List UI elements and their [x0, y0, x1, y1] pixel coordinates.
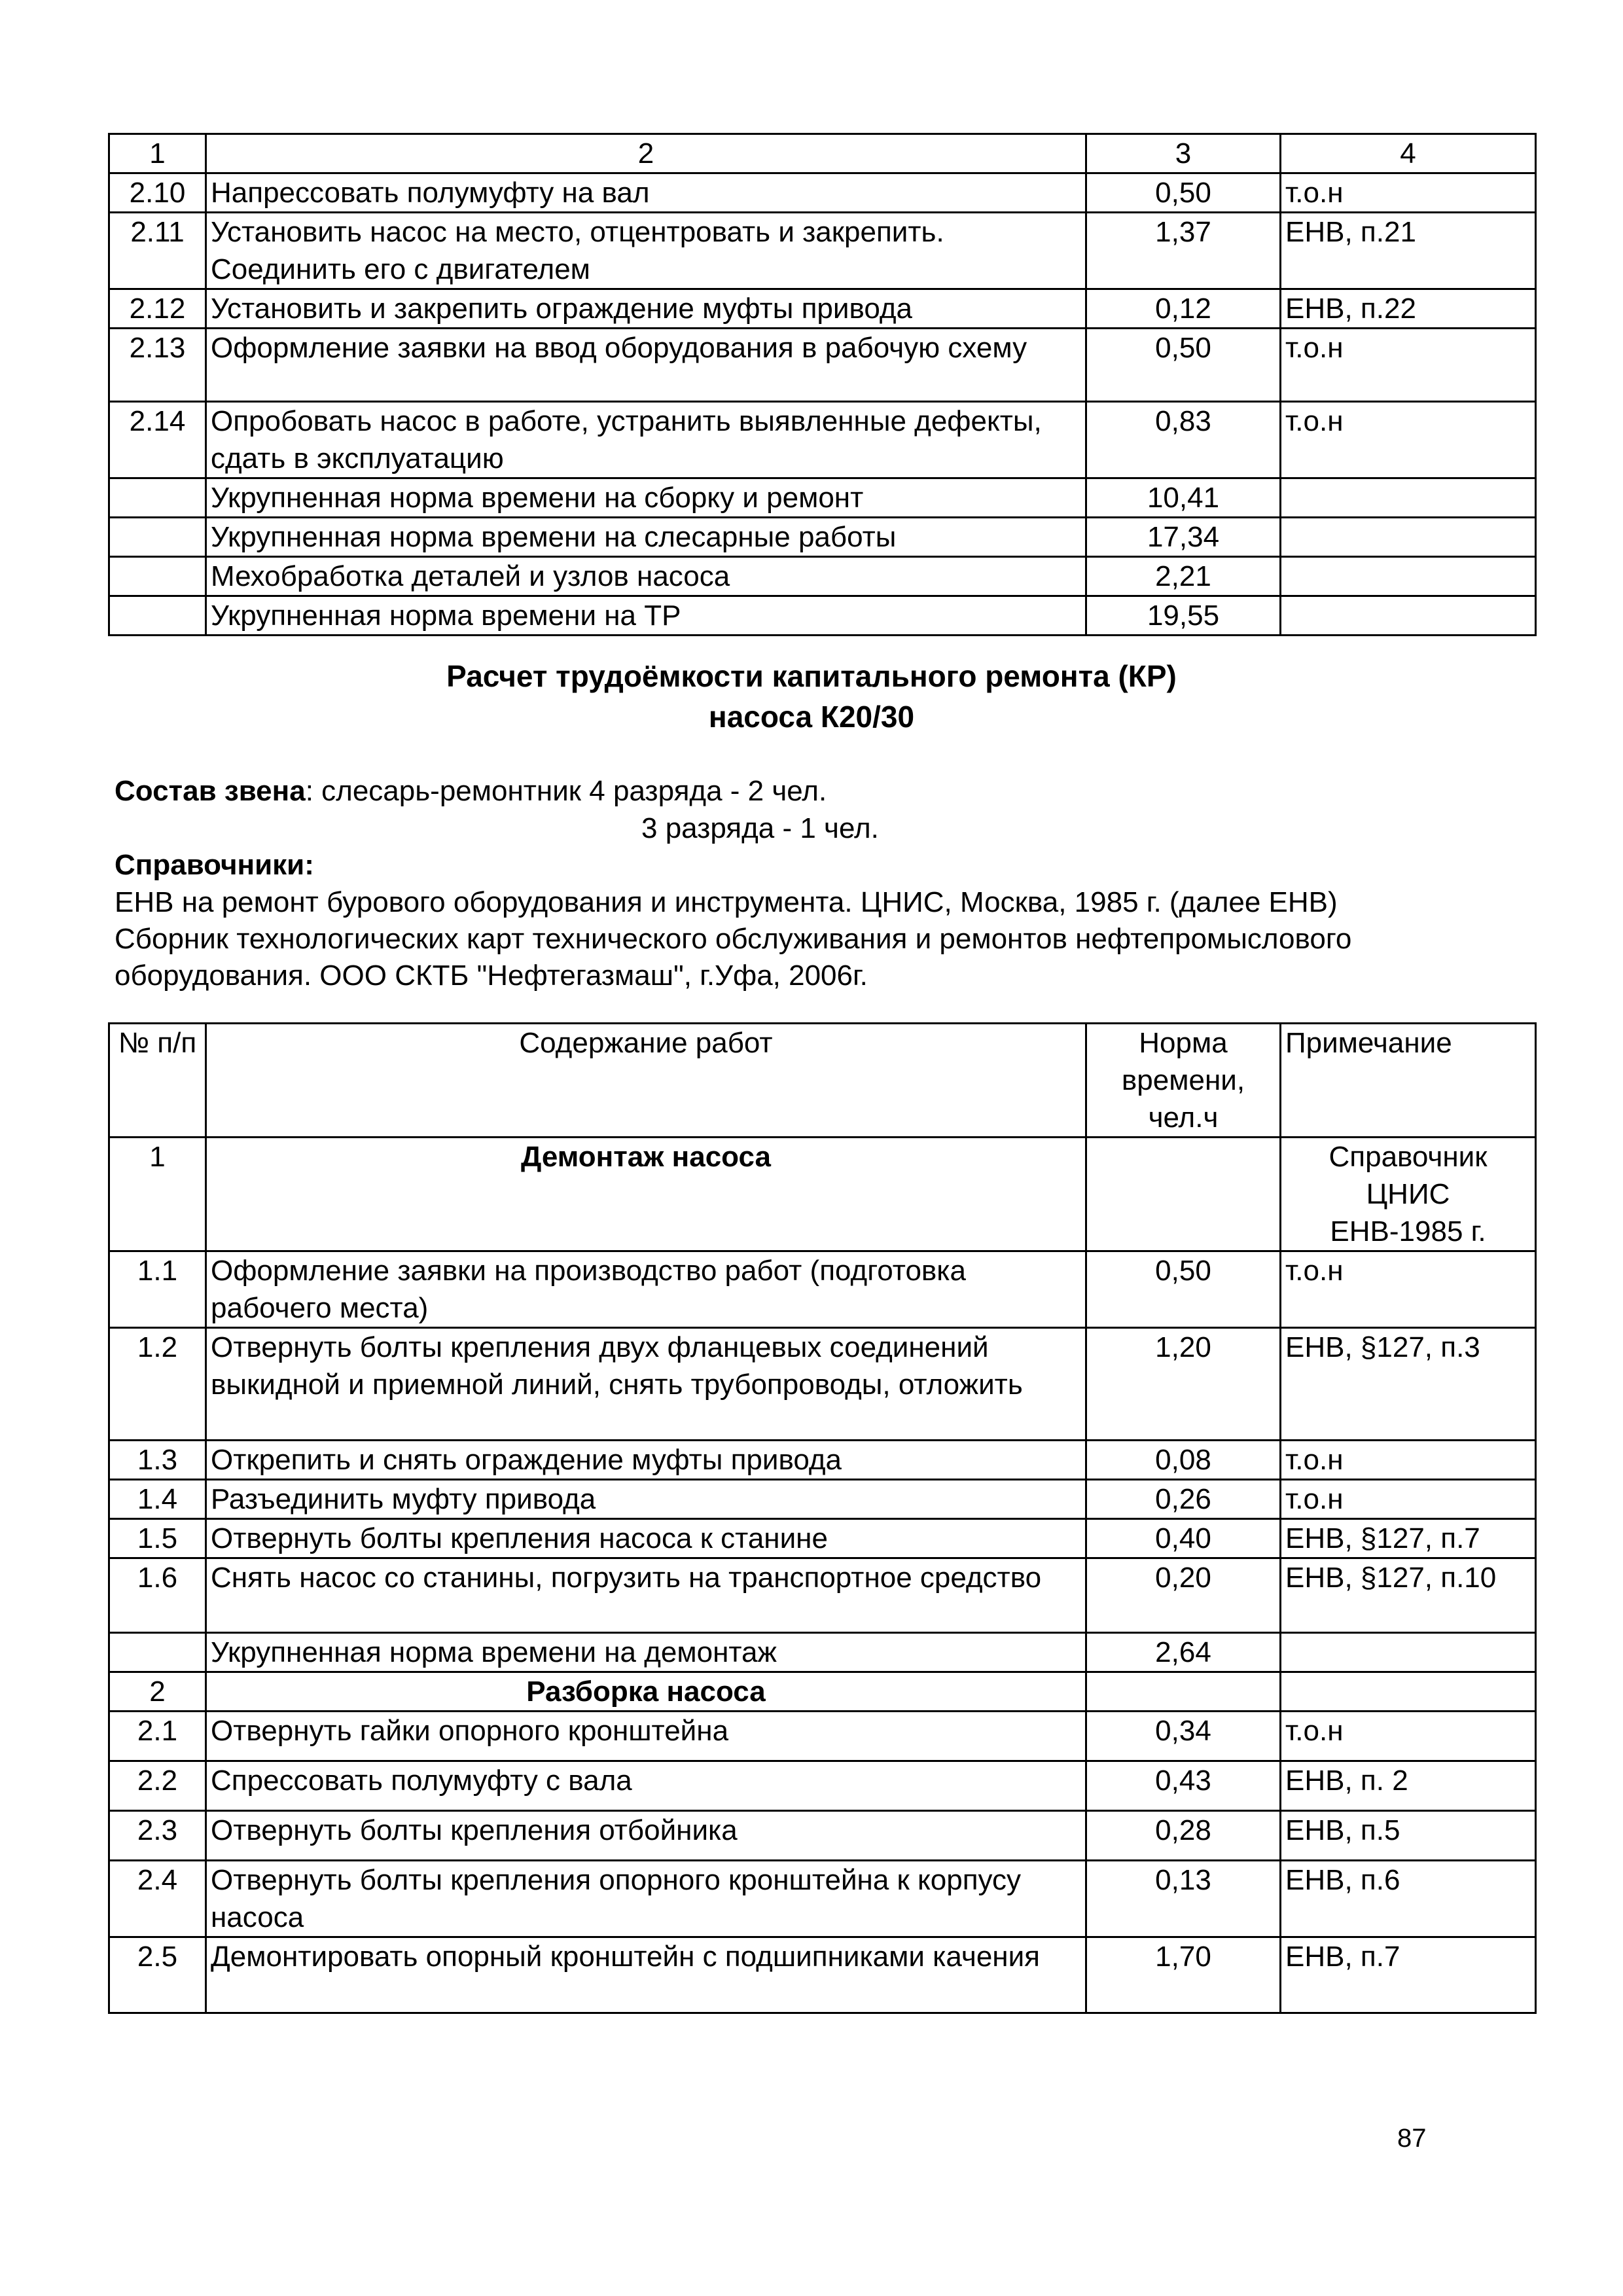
reference-note — [1281, 1138, 1536, 1251]
row-number: 1.3 — [109, 1441, 206, 1480]
row-norm: 0,43 — [1086, 1761, 1281, 1811]
table-row — [109, 1633, 1536, 1672]
main-table — [108, 1022, 1537, 2014]
row-note: ЕНВ, п.6 — [1281, 1861, 1536, 1937]
row-norm: 0,50 — [1086, 1251, 1281, 1328]
row-norm: 17,34 — [1086, 518, 1281, 557]
row-note — [1281, 557, 1536, 596]
row-text: Установить насос на место, отцентровать и закрепить. Соединить его с двигателем — [206, 213, 1086, 289]
row-number: 1.5 — [109, 1519, 206, 1558]
row-number: 1.1 — [109, 1251, 206, 1328]
norm-header-line: Норма — [1139, 1027, 1228, 1059]
norm-header-line: чел.ч — [1148, 1102, 1219, 1134]
table-row — [109, 1761, 1536, 1811]
crew-text: : слесарь-ремонтник 4 разряда - 2 чел. — [305, 775, 827, 807]
row-note: т.о.н — [1281, 1441, 1536, 1480]
row-note: ЕНВ, §127, п.7 — [1281, 1519, 1536, 1558]
row-number: 1.4 — [109, 1480, 206, 1519]
table-header-row — [109, 134, 1536, 173]
row-norm: 0,13 — [1086, 1861, 1281, 1937]
col-header: 1 — [109, 134, 206, 173]
row-number — [109, 596, 206, 636]
row-note: ЕНВ, п.5 — [1281, 1811, 1536, 1861]
row-text: Оформление заявки на производство работ (подготовка рабочего места) — [206, 1251, 1086, 1328]
table-row — [109, 289, 1536, 329]
row-text: Мехобработка деталей и узлов насоса — [206, 557, 1086, 596]
row-number: 2.12 — [109, 289, 206, 329]
row-number: 2.10 — [109, 173, 206, 213]
row-norm: 0,08 — [1086, 1441, 1281, 1480]
row-text: Опробовать насос в работе, устранить выявленные дефекты, сдать в эксплуатацию — [206, 402, 1086, 478]
row-norm: 2,21 — [1086, 557, 1281, 596]
row-text: Укрупненная норма времени на слесарные работы — [206, 518, 1086, 557]
empty-cell — [1086, 1138, 1281, 1251]
row-note: ЕНВ, §127, п.10 — [1281, 1558, 1536, 1633]
row-text: Разъединить муфту привода — [206, 1480, 1086, 1519]
table-row — [109, 1328, 1536, 1441]
row-note — [1281, 478, 1536, 518]
table-row — [109, 213, 1536, 289]
table-row — [109, 402, 1536, 478]
row-norm: 10,41 — [1086, 478, 1281, 518]
table-row — [109, 173, 1536, 213]
row-note: ЕНВ, §127, п.3 — [1281, 1328, 1536, 1441]
row-text: Укрупненная норма времени на демонтаж — [206, 1633, 1086, 1672]
section-number: 1 — [109, 1138, 206, 1251]
section-title: Демонтаж насоса — [206, 1138, 1086, 1251]
row-note — [1281, 1633, 1536, 1672]
row-number: 2.13 — [109, 329, 206, 402]
row-note: т.о.н — [1281, 1712, 1536, 1761]
col-header-note: Примечание — [1281, 1024, 1536, 1138]
row-norm: 0,34 — [1086, 1712, 1281, 1761]
row-norm: 0,50 — [1086, 329, 1281, 402]
empty-cell — [1281, 1672, 1536, 1712]
table-row — [109, 478, 1536, 518]
row-text: Спрессовать полумуфту с вала — [206, 1761, 1086, 1811]
norm-header-line: времени, — [1121, 1064, 1245, 1096]
row-norm: 0,12 — [1086, 289, 1281, 329]
row-number: 2.14 — [109, 402, 206, 478]
row-number: 2.3 — [109, 1811, 206, 1861]
page-number: 87 — [1397, 2124, 1427, 2153]
table-row — [109, 1558, 1536, 1633]
row-number: 2.5 — [109, 1937, 206, 2013]
row-norm: 2,64 — [1086, 1633, 1281, 1672]
row-norm: 0,28 — [1086, 1811, 1281, 1861]
row-note — [1281, 596, 1536, 636]
table-row — [109, 557, 1536, 596]
row-text: Установить и закрепить ограждение муфты привода — [206, 289, 1086, 329]
row-text: Демонтировать опорный кронштейн с подшипниками качения — [206, 1937, 1086, 2013]
col-header: 2 — [206, 134, 1086, 173]
row-text: Отвернуть болты крепления двух фланцевых соединений выкидной и приемной линий, снять трубопроводы, отложить — [206, 1328, 1086, 1441]
table-row — [109, 1480, 1536, 1519]
row-text: Отвернуть болты крепления опорного кронштейна к корпусу насоса — [206, 1861, 1086, 1937]
table-row — [109, 518, 1536, 557]
row-norm: 1,37 — [1086, 213, 1281, 289]
reference-line-1: ЕНВ на ремонт бурового оборудования и инструмента. ЦНИС, Москва, 1985 г. (далее ЕНВ) — [115, 886, 1338, 918]
row-number — [109, 1633, 206, 1672]
row-number: 1.6 — [109, 1558, 206, 1633]
crew-line-2: 3 разряда - 1 чел. — [641, 812, 879, 844]
table-row — [109, 1712, 1536, 1761]
col-header-text: Содержание работ — [206, 1024, 1086, 1138]
table-header-row — [109, 1024, 1536, 1138]
row-note: т.о.н — [1281, 173, 1536, 213]
row-note — [1281, 518, 1536, 557]
crew-label: Состав звена — [115, 775, 306, 807]
reference-note-line: Справочник — [1329, 1141, 1488, 1173]
row-note: т.о.н — [1281, 1251, 1536, 1328]
row-number — [109, 518, 206, 557]
reference-line-3: оборудования. ООО СКТБ "Нефтегазмаш", г.Уфа, 2006г. — [115, 960, 868, 992]
row-note: т.о.н — [1281, 1480, 1536, 1519]
row-norm: 0,83 — [1086, 402, 1281, 478]
section-row — [109, 1138, 1536, 1251]
section-title-line-1: Расчет трудоёмкости капитального ремонта (КР) — [446, 659, 1177, 693]
row-text: Напрессовать полумуфту на вал — [206, 173, 1086, 213]
col-header: 3 — [1086, 134, 1281, 173]
row-number — [109, 478, 206, 518]
row-number: 2.4 — [109, 1861, 206, 1937]
row-note: ЕНВ, п.7 — [1281, 1937, 1536, 2013]
row-number: 2.2 — [109, 1761, 206, 1811]
reference-line-2: Сборник технологических карт технического обслуживания и ремонтов нефтепромыслового — [115, 923, 1352, 955]
empty-cell — [1086, 1672, 1281, 1712]
row-text: Укрупненная норма времени на сборку и ремонт — [206, 478, 1086, 518]
table-row — [109, 1519, 1536, 1558]
section-row — [109, 1672, 1536, 1712]
col-header: 4 — [1281, 134, 1536, 173]
references-label: Справочники: — [115, 849, 314, 881]
row-text: Укрупненная норма времени на ТР — [206, 596, 1086, 636]
table-row — [109, 1441, 1536, 1480]
col-header-num: № п/п — [109, 1024, 206, 1138]
crew-line-1 — [115, 772, 827, 810]
table-row — [109, 1937, 1536, 2013]
table-row — [109, 1811, 1536, 1861]
section-title: Разборка насоса — [206, 1672, 1086, 1712]
table-row — [109, 1861, 1536, 1937]
row-note: ЕНВ, п.22 — [1281, 289, 1536, 329]
col-header-norm — [1086, 1024, 1281, 1138]
row-note: т.о.н — [1281, 402, 1536, 478]
row-number: 2.11 — [109, 213, 206, 289]
row-norm: 0,26 — [1086, 1480, 1281, 1519]
table-row — [109, 596, 1536, 636]
row-number: 2.1 — [109, 1712, 206, 1761]
section-number: 2 — [109, 1672, 206, 1712]
row-note: ЕНВ, п. 2 — [1281, 1761, 1536, 1811]
row-norm: 1,70 — [1086, 1937, 1281, 2013]
row-text: Отвернуть болты крепления отбойника — [206, 1811, 1086, 1861]
row-number — [109, 557, 206, 596]
row-norm: 0,20 — [1086, 1558, 1281, 1633]
row-text: Отвернуть гайки опорного кронштейна — [206, 1712, 1086, 1761]
row-norm: 0,40 — [1086, 1519, 1281, 1558]
row-norm: 0,50 — [1086, 173, 1281, 213]
row-text: Оформление заявки на ввод оборудования в рабочую схему — [206, 329, 1086, 402]
section-title-line-2: насоса К20/30 — [708, 700, 915, 734]
row-norm: 1,20 — [1086, 1328, 1281, 1441]
table-row — [109, 1251, 1536, 1328]
row-text: Открепить и снять ограждение муфты привода — [206, 1441, 1086, 1480]
row-norm: 19,55 — [1086, 596, 1281, 636]
row-note: ЕНВ, п.21 — [1281, 213, 1536, 289]
row-text: Отвернуть болты крепления насоса к станине — [206, 1519, 1086, 1558]
top-table — [108, 133, 1537, 636]
row-note: т.о.н — [1281, 329, 1536, 402]
reference-note-line: ЦНИС — [1366, 1178, 1450, 1210]
row-text: Снять насос со станины, погрузить на транспортное средство — [206, 1558, 1086, 1633]
row-number: 1.2 — [109, 1328, 206, 1441]
table-row — [109, 329, 1536, 402]
reference-note-line: ЕНВ-1985 г. — [1330, 1215, 1486, 1247]
